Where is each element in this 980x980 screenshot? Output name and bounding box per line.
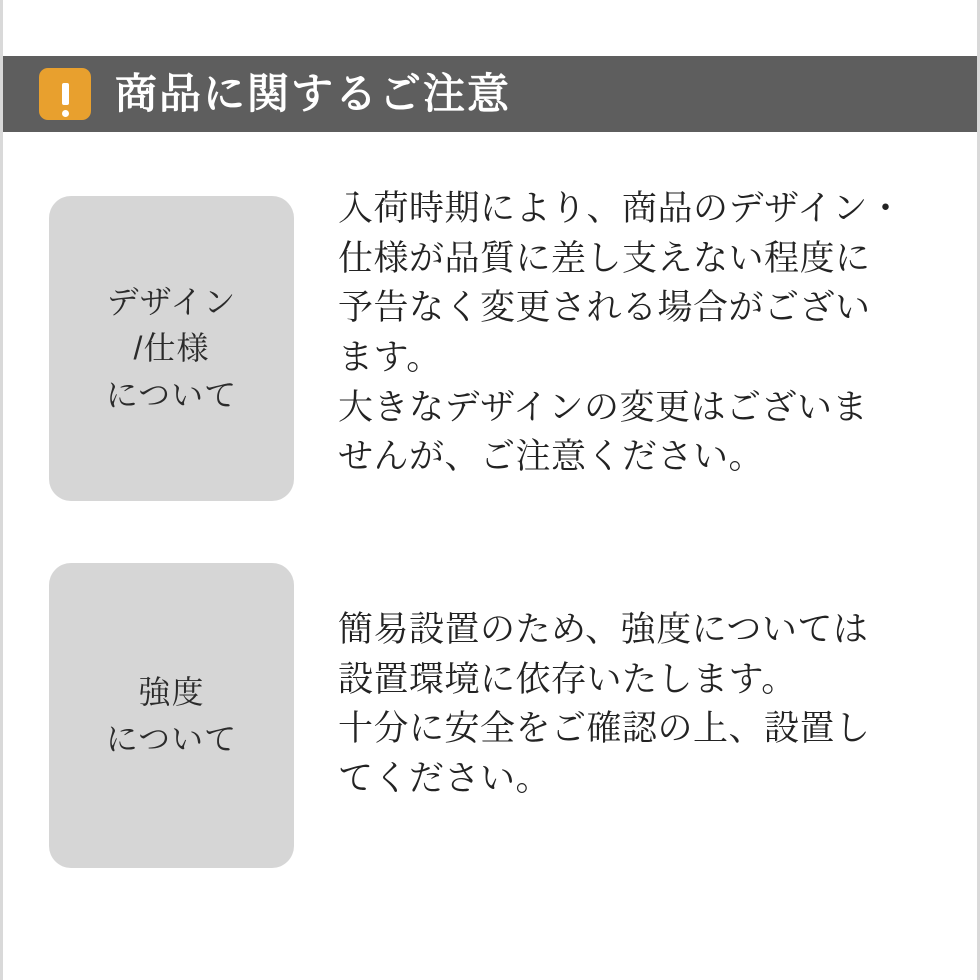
notice-tag-design xyxy=(49,196,294,501)
notice-header xyxy=(3,56,977,132)
notice-body-line: 予告なく変更される場合がござい xyxy=(338,288,871,328)
notice-body-line: せんが、ご注意ください。 xyxy=(338,437,765,477)
notice-tag-line: デザイン xyxy=(106,283,237,320)
notice-tag-line: 強度 xyxy=(138,674,205,711)
notice-body-line: 十分に安全をご確認の上、設置し xyxy=(338,709,871,749)
exclamation-mark-shape xyxy=(62,83,69,105)
notice-item-design xyxy=(49,189,931,501)
notice-body-line: てください。 xyxy=(338,759,552,799)
top-white-band xyxy=(3,0,977,56)
notice-body-strength xyxy=(338,605,931,804)
notice-body-line: 大きなデザインの変更はございま xyxy=(338,387,869,427)
notice-body-line: 設置環境に依存いたします。 xyxy=(338,659,797,699)
notice-tag-line: /仕様 xyxy=(133,330,210,367)
notice-body-line: ます。 xyxy=(338,338,442,378)
notice-tag-strength xyxy=(49,563,294,868)
notice-tag-line: について xyxy=(105,720,238,757)
notice-tag-line: について xyxy=(105,376,238,413)
bottom-white-band xyxy=(3,950,977,980)
exclamation-icon xyxy=(39,68,91,120)
notice-content xyxy=(3,189,977,868)
notice-body-line: 入荷時期により、商品のデザイン・ xyxy=(338,189,904,228)
notice-body-line: 簡易設置のため、強度については xyxy=(338,610,869,649)
notice-item-strength xyxy=(49,563,931,868)
notice-body-line: 仕様が品質に差し支えない程度に xyxy=(338,238,871,278)
notice-body-design xyxy=(338,184,931,482)
page-title: 商品に関するご注意 xyxy=(115,70,512,117)
